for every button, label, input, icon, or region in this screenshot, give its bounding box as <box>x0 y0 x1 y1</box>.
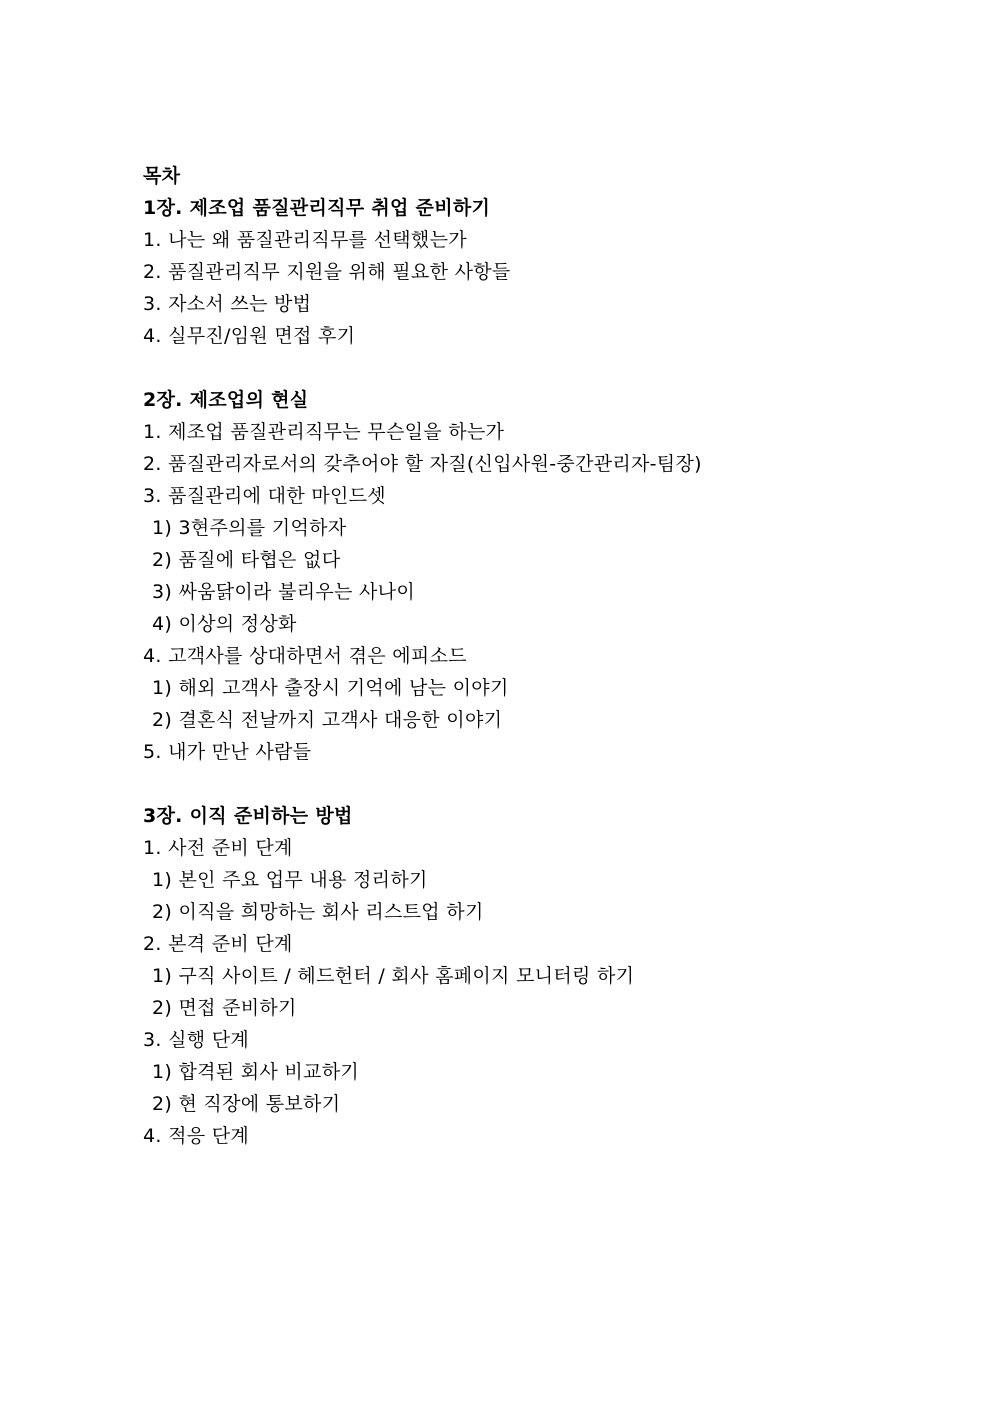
toc-subitem: 4) 이상의 정상화 <box>152 613 297 635</box>
toc-item: 2. 본격 준비 단계 <box>143 933 293 955</box>
toc-subitem: 2) 결혼식 전날까지 고객사 대응한 이야기 <box>152 709 503 731</box>
toc-subitem: 1) 3현주의를 기억하자 <box>152 517 347 539</box>
toc-subitem: 1) 해외 고객사 출장시 기억에 남는 이야기 <box>152 677 509 699</box>
toc-item: 3. 자소서 쓰는 방법 <box>143 293 312 315</box>
toc-subitem: 2) 품질에 타협은 없다 <box>152 549 341 571</box>
toc-heading: 목차 <box>143 165 181 187</box>
toc-item: 1. 제조업 품질관리직무는 무슨일을 하는가 <box>143 421 505 443</box>
toc-item: 5. 내가 만난 사람들 <box>143 741 312 763</box>
toc-item: 4. 고객사를 상대하면서 겪은 에피소드 <box>143 645 467 667</box>
toc-subitem: 1) 본인 주요 업무 내용 정리하기 <box>152 869 428 891</box>
toc-subitem: 1) 합격된 회사 비교하기 <box>152 1061 360 1083</box>
toc-subitem: 3) 싸움닭이라 불리우는 사나이 <box>152 581 415 603</box>
chapter-3-title: 3장. 이직 준비하는 방법 <box>143 805 353 827</box>
toc-item: 4. 적응 단계 <box>143 1125 250 1147</box>
toc-item: 1. 사전 준비 단계 <box>143 837 293 859</box>
toc-item: 3. 실행 단계 <box>143 1029 250 1051</box>
section-gap <box>143 768 923 800</box>
chapter-2-title: 2장. 제조업의 현실 <box>143 389 309 411</box>
toc-subitem: 2) 면접 준비하기 <box>152 997 297 1019</box>
chapter-1-title: 1장. 제조업 품질관리직무 취업 준비하기 <box>143 197 491 219</box>
toc-item: 2. 품질관리직무 지원을 위해 필요한 사항들 <box>143 261 511 283</box>
toc-subitem: 2) 현 직장에 통보하기 <box>152 1093 341 1115</box>
toc-item: 3. 품질관리에 대한 마인드셋 <box>143 485 386 507</box>
toc-subitem: 1) 구직 사이트 / 헤드헌터 / 회사 홈페이지 모니터링 하기 <box>152 965 635 987</box>
toc-item: 2. 품질관리자로서의 갖추어야 할 자질(신입사원-중간관리자-팀장) <box>143 453 702 475</box>
table-of-contents <box>143 160 923 1152</box>
toc-item: 4. 실무진/임원 면접 후기 <box>143 325 356 347</box>
section-gap <box>143 352 923 384</box>
toc-item: 1. 나는 왜 품질관리직무를 선택했는가 <box>143 229 467 251</box>
toc-subitem: 2) 이직을 희망하는 회사 리스트업 하기 <box>152 901 484 923</box>
